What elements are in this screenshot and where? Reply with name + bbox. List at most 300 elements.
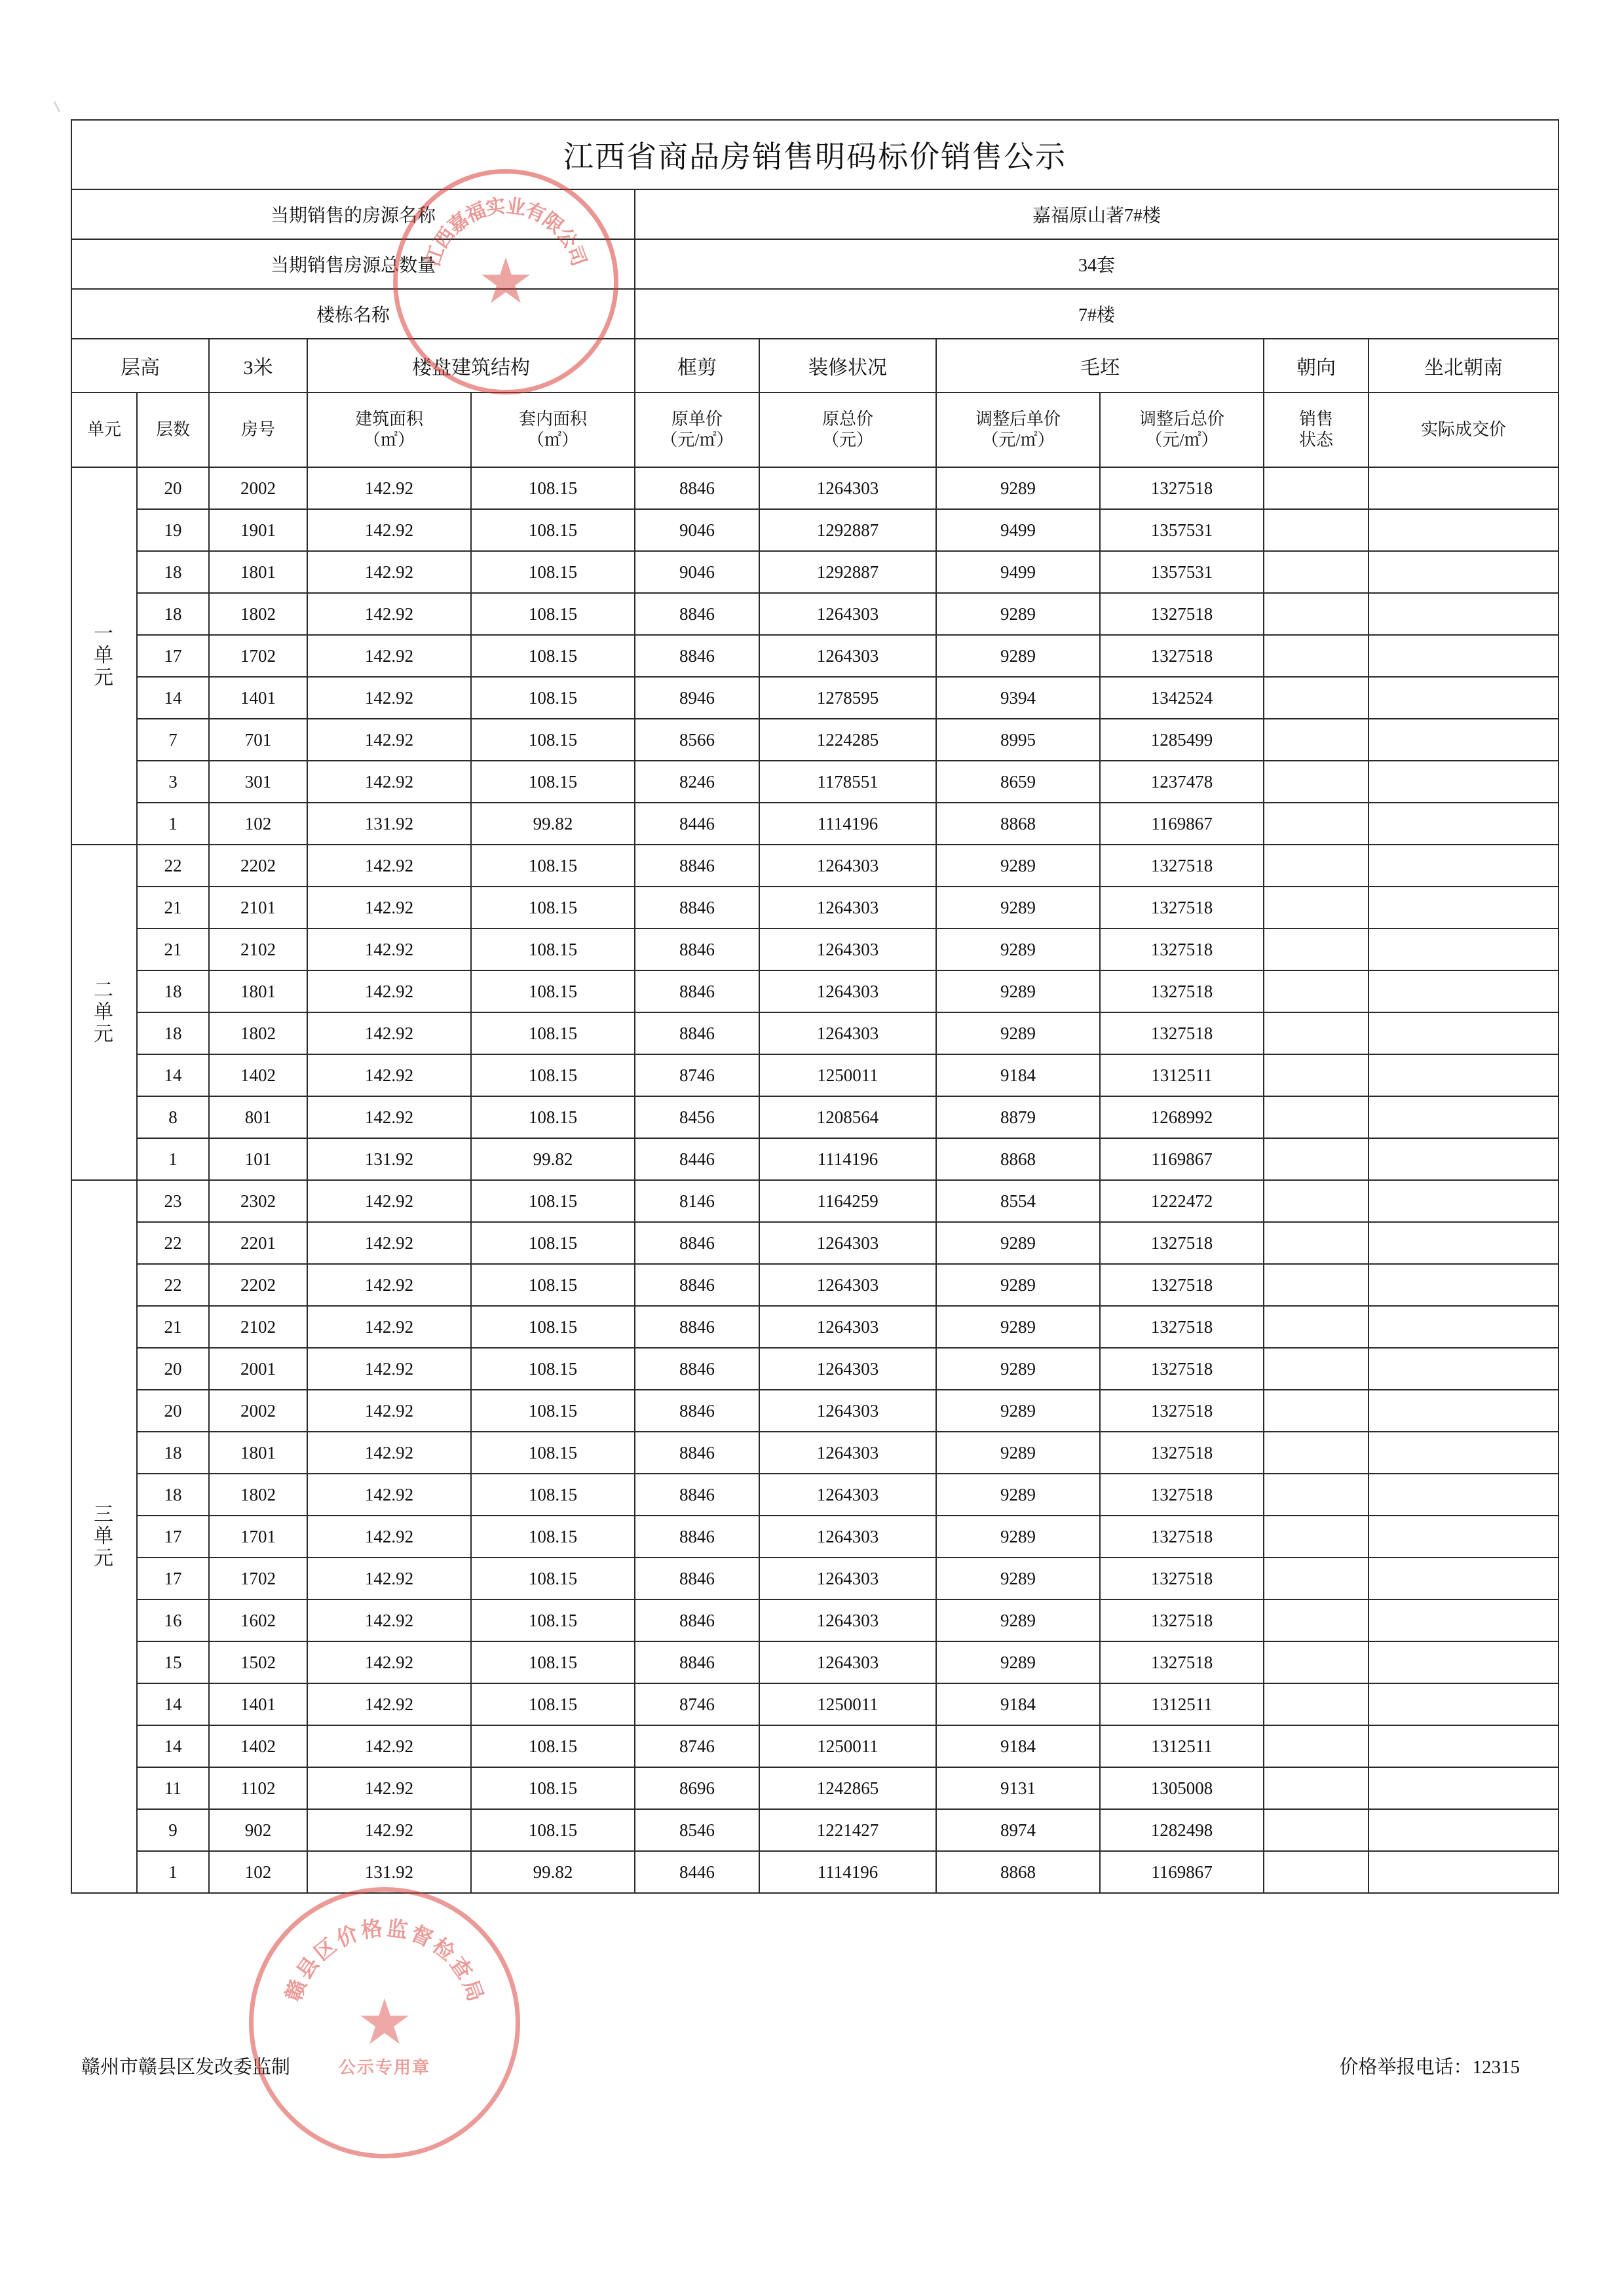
cell-room: 102 [209,1851,307,1893]
cell-room: 1701 [209,1516,307,1558]
cell-orig-unit-price: 8746 [635,1725,759,1767]
cell-inner-area: 108.15 [471,467,635,509]
cell-floor: 17 [137,1558,209,1599]
cell-build-area: 142.92 [307,1432,471,1474]
cell-adj-unit-price: 9289 [936,887,1100,928]
cell-floor: 1 [137,1851,209,1893]
table-row [71,1222,1558,1264]
table-header-row [71,392,1558,467]
cell-room: 2201 [209,1222,307,1264]
cell-adj-unit-price: 9184 [936,1054,1100,1096]
cell-room: 1802 [209,1474,307,1516]
cell-sale-status [1264,1012,1369,1054]
column-header-floor [137,392,209,467]
cell-sale-status [1264,719,1369,761]
table-row [71,1012,1558,1054]
cell-actual-price [1369,1306,1558,1348]
cell-room: 1801 [209,1432,307,1474]
cell-orig-unit-price: 8846 [635,1012,759,1054]
cell-orig-total-price: 1264303 [759,1306,936,1348]
cell-orig-unit-price: 8846 [635,845,759,887]
cell-room: 1602 [209,1599,307,1641]
cell-adj-total-price: 1312511 [1100,1054,1264,1096]
cell-actual-price [1369,1599,1558,1641]
cell-inner-area: 99.82 [471,1138,635,1180]
cell-inner-area: 108.15 [471,1474,635,1516]
column-header-adj-total-price [1100,392,1264,467]
cell-build-area: 142.92 [307,635,471,677]
cell-sale-status [1264,1054,1369,1096]
column-header-orig-total-price-line1: 原总价 [821,409,873,429]
cell-orig-total-price: 1250011 [759,1054,936,1096]
column-header-orig-unit-price-line2: （元/㎡） [660,430,734,450]
cell-inner-area: 108.15 [471,1096,635,1138]
cell-orig-total-price: 1264303 [759,635,936,677]
column-header-inner-area-line1: 套内面积 [518,409,587,429]
table-row [71,1432,1558,1474]
cell-inner-area: 108.15 [471,1390,635,1432]
cell-orig-unit-price: 8846 [635,1474,759,1516]
unit-label-3: 三单元 [71,1180,137,1893]
cell-inner-area: 108.15 [471,1264,635,1306]
table-row [71,593,1558,635]
cell-orig-unit-price: 8846 [635,593,759,635]
cell-build-area: 142.92 [307,1725,471,1767]
cell-adj-total-price: 1327518 [1100,1390,1264,1432]
cell-orig-total-price: 1264303 [759,845,936,887]
cell-inner-area: 108.15 [471,1432,635,1474]
cell-sale-status [1264,1264,1369,1306]
cell-orig-unit-price: 8846 [635,635,759,677]
cell-actual-price [1369,1222,1558,1264]
cell-actual-price [1369,1180,1558,1222]
cell-adj-total-price: 1327518 [1100,467,1264,509]
column-header-build-area [307,392,471,467]
cell-orig-total-price: 1264303 [759,1012,936,1054]
cell-actual-price [1369,593,1558,635]
cell-floor: 14 [137,1054,209,1096]
cell-orig-unit-price: 8846 [635,1516,759,1558]
spec-value-orientation: 坐北朝南 [1369,339,1558,392]
cell-orig-total-price: 1264303 [759,887,936,928]
cell-orig-total-price: 1264303 [759,1390,936,1432]
price-bureau-seal-mid-text: 公示专用章 [338,2058,430,2077]
cell-orig-unit-price: 8696 [635,1767,759,1809]
cell-orig-total-price: 1264303 [759,1348,936,1390]
cell-sale-status [1264,1599,1369,1641]
cell-adj-unit-price: 9289 [936,1474,1100,1516]
cell-room: 1801 [209,970,307,1012]
cell-sale-status [1264,761,1369,803]
cell-build-area: 142.92 [307,677,471,719]
cell-adj-unit-price: 8554 [936,1180,1100,1222]
cell-adj-unit-price: 9184 [936,1683,1100,1725]
cell-adj-total-price: 1327518 [1100,1012,1264,1054]
cell-adj-total-price: 1327518 [1100,928,1264,970]
spec-value-structure: 框剪 [635,339,759,392]
table-row [71,1096,1558,1138]
info-label-building-name: 楼栋名称 [71,289,635,339]
cell-adj-unit-price: 8868 [936,803,1100,845]
spec-label-decoration: 装修状况 [759,339,936,392]
cell-adj-total-price: 1327518 [1100,1348,1264,1390]
cell-adj-unit-price: 9289 [936,1348,1100,1390]
cell-orig-unit-price: 8746 [635,1683,759,1725]
cell-room: 2002 [209,467,307,509]
cell-sale-status [1264,1096,1369,1138]
cell-adj-total-price: 1327518 [1100,887,1264,928]
cell-room: 102 [209,803,307,845]
unit-label-2: 二单元 [71,845,137,1180]
cell-inner-area: 108.15 [471,1683,635,1725]
cell-adj-unit-price: 8974 [936,1809,1100,1851]
cell-build-area: 131.92 [307,803,471,845]
cell-adj-total-price: 1169867 [1100,1138,1264,1180]
cell-adj-unit-price: 9289 [936,635,1100,677]
cell-adj-total-price: 1357531 [1100,551,1264,593]
cell-inner-area: 108.15 [471,1516,635,1558]
cell-orig-total-price: 1264303 [759,1432,936,1474]
cell-inner-area: 108.15 [471,1599,635,1641]
cell-sale-status [1264,928,1369,970]
table-row [71,887,1558,928]
cell-orig-total-price: 1114196 [759,803,936,845]
table-row [71,467,1558,509]
cell-adj-total-price: 1327518 [1100,635,1264,677]
table-row [71,1558,1558,1599]
cell-actual-price [1369,1474,1558,1516]
cell-adj-total-price: 1327518 [1100,970,1264,1012]
cell-adj-unit-price: 9289 [936,1012,1100,1054]
cell-room: 1802 [209,1012,307,1054]
cell-orig-unit-price: 8446 [635,1138,759,1180]
cell-sale-status [1264,1767,1369,1809]
table-row [71,719,1558,761]
cell-floor: 21 [137,1306,209,1348]
cell-adj-unit-price: 9499 [936,509,1100,551]
cell-actual-price [1369,635,1558,677]
cell-actual-price [1369,1054,1558,1096]
company-seal-arc-text: 江 西 嘉 福 实 业 有 限 公 司 [421,195,590,269]
cell-adj-total-price: 1169867 [1100,803,1264,845]
cell-orig-total-price: 1264303 [759,593,936,635]
cell-build-area: 142.92 [307,1306,471,1348]
cell-orig-unit-price: 8456 [635,1096,759,1138]
column-header-room [209,392,307,467]
column-header-orig-total-price [759,392,936,467]
cell-adj-total-price: 1222472 [1100,1180,1264,1222]
column-header-unit-line1: 单元 [86,419,121,439]
cell-inner-area: 99.82 [471,803,635,845]
cell-build-area: 142.92 [307,887,471,928]
cell-orig-unit-price: 8566 [635,719,759,761]
table-row [71,1264,1558,1306]
cell-orig-unit-price: 8446 [635,803,759,845]
cell-build-area: 142.92 [307,1809,471,1851]
cell-floor: 9 [137,1809,209,1851]
cell-floor: 7 [137,719,209,761]
cell-adj-unit-price: 8879 [936,1096,1100,1138]
column-header-actual-price [1369,392,1558,467]
cell-room: 1502 [209,1641,307,1683]
cell-sale-status [1264,1725,1369,1767]
cell-floor: 8 [137,1096,209,1138]
cell-actual-price [1369,1012,1558,1054]
table-row [71,1348,1558,1390]
cell-room: 2302 [209,1180,307,1222]
cell-adj-unit-price: 9289 [936,845,1100,887]
cell-actual-price [1369,1264,1558,1306]
cell-inner-area: 108.15 [471,593,635,635]
cell-inner-area: 108.15 [471,1348,635,1390]
table-row [71,803,1558,845]
cell-adj-total-price: 1327518 [1100,1432,1264,1474]
table-row [71,1306,1558,1348]
cell-adj-total-price: 1327518 [1100,1516,1264,1558]
table-row [71,928,1558,970]
cell-floor: 1 [137,803,209,845]
cell-sale-status [1264,677,1369,719]
table-row [71,1054,1558,1096]
cell-orig-total-price: 1292887 [759,551,936,593]
cell-build-area: 142.92 [307,970,471,1012]
cell-actual-price [1369,719,1558,761]
cell-sale-status [1264,1516,1369,1558]
table-row [71,1180,1558,1222]
cell-adj-unit-price: 8868 [936,1851,1100,1893]
cell-orig-total-price: 1250011 [759,1725,936,1767]
cell-adj-unit-price: 9289 [936,1599,1100,1641]
cell-actual-price [1369,1851,1558,1893]
cell-actual-price [1369,1725,1558,1767]
cell-build-area: 142.92 [307,1767,471,1809]
cell-build-area: 142.92 [307,1516,471,1558]
cell-build-area: 142.92 [307,1683,471,1725]
cell-floor: 20 [137,1390,209,1432]
cell-orig-total-price: 1178551 [759,761,936,803]
cell-sale-status [1264,1180,1369,1222]
cell-orig-unit-price: 8846 [635,928,759,970]
cell-orig-unit-price: 8746 [635,1054,759,1096]
cell-actual-price [1369,1390,1558,1432]
cell-adj-unit-price: 9289 [936,1641,1100,1683]
cell-sale-status [1264,1348,1369,1390]
column-header-sale-status-line2: 状态 [1298,430,1333,450]
cell-room: 2102 [209,1306,307,1348]
cell-orig-total-price: 1264303 [759,1222,936,1264]
cell-adj-unit-price: 9184 [936,1725,1100,1767]
cell-inner-area: 108.15 [471,1222,635,1264]
cell-sale-status [1264,551,1369,593]
cell-actual-price [1369,761,1558,803]
cell-adj-total-price: 1327518 [1100,1558,1264,1599]
cell-sale-status [1264,803,1369,845]
cell-floor: 15 [137,1641,209,1683]
table-row [71,509,1558,551]
cell-floor: 22 [137,1222,209,1264]
cell-orig-total-price: 1264303 [759,1264,936,1306]
cell-build-area: 142.92 [307,1180,471,1222]
cell-build-area: 142.92 [307,1348,471,1390]
table-row [71,1725,1558,1767]
cell-inner-area: 108.15 [471,1641,635,1683]
cell-floor: 17 [137,1516,209,1558]
table-row [71,1138,1558,1180]
cell-orig-total-price: 1292887 [759,509,936,551]
cell-build-area: 142.92 [307,928,471,970]
cell-room: 1901 [209,509,307,551]
cell-room: 1401 [209,677,307,719]
cell-build-area: 142.92 [307,845,471,887]
cell-room: 1402 [209,1725,307,1767]
cell-room: 2001 [209,1348,307,1390]
cell-sale-status [1264,1138,1369,1180]
cell-sale-status [1264,1390,1369,1432]
cell-room: 2002 [209,1390,307,1432]
cell-orig-total-price: 1224285 [759,719,936,761]
cell-orig-total-price: 1164259 [759,1180,936,1222]
cell-orig-unit-price: 8846 [635,1306,759,1348]
cell-adj-total-price: 1282498 [1100,1809,1264,1851]
cell-adj-unit-price: 8995 [936,719,1100,761]
cell-inner-area: 99.82 [471,1851,635,1893]
cell-floor: 17 [137,635,209,677]
price-bureau-seal-arc-text: 赣 县 区 价 格 监 督 检 查 局 [281,1916,488,2004]
cell-room: 2102 [209,928,307,970]
cell-actual-price [1369,1432,1558,1474]
column-header-unit [71,392,137,467]
cell-inner-area: 108.15 [471,551,635,593]
cell-actual-price [1369,803,1558,845]
info-value-building-name: 7#楼 [635,289,1558,339]
cell-adj-total-price: 1285499 [1100,719,1264,761]
cell-orig-unit-price: 8846 [635,887,759,928]
cell-actual-price [1369,1809,1558,1851]
cell-adj-unit-price: 9289 [936,1516,1100,1558]
cell-sale-status [1264,1558,1369,1599]
cell-actual-price [1369,1138,1558,1180]
cell-build-area: 142.92 [307,551,471,593]
cell-room: 1102 [209,1767,307,1809]
cell-inner-area: 108.15 [471,677,635,719]
cell-inner-area: 108.15 [471,845,635,887]
cell-actual-price [1369,1683,1558,1725]
spec-value-floor-height: 3米 [209,339,307,392]
cell-adj-unit-price: 9289 [936,1264,1100,1306]
cell-orig-total-price: 1114196 [759,1138,936,1180]
price-disclosure-sheet [71,119,1558,1894]
column-header-orig-total-price-line2: （元） [821,430,873,450]
cell-room: 1802 [209,593,307,635]
cell-build-area: 142.92 [307,593,471,635]
cell-adj-unit-price: 9289 [936,467,1100,509]
cell-orig-total-price: 1264303 [759,1474,936,1516]
page-title: 江西省商品房销售明码标价销售公示 [71,120,1558,189]
cell-build-area: 142.92 [307,1558,471,1599]
cell-actual-price [1369,509,1558,551]
scan-artifact [53,93,75,113]
cell-inner-area: 108.15 [471,761,635,803]
cell-orig-unit-price: 8846 [635,1348,759,1390]
cell-actual-price [1369,1516,1558,1558]
cell-orig-unit-price: 8446 [635,1851,759,1893]
cell-adj-total-price: 1327518 [1100,1264,1264,1306]
footer-hotline: 价格举报电话：12315 [1339,2057,1520,2078]
column-header-inner-area-line2: （㎡） [527,430,578,450]
cell-adj-unit-price: 8868 [936,1138,1100,1180]
cell-floor: 14 [137,1725,209,1767]
cell-sale-status [1264,1809,1369,1851]
column-header-adj-unit-price [936,392,1100,467]
cell-actual-price [1369,970,1558,1012]
cell-build-area: 142.92 [307,1054,471,1096]
table-row [71,1516,1558,1558]
info-value-house-name: 嘉福原山著7#楼 [635,189,1558,239]
seal-star-icon: ★ [356,1987,413,2057]
cell-floor: 20 [137,1348,209,1390]
cell-floor: 18 [137,970,209,1012]
cell-build-area: 142.92 [307,1012,471,1054]
cell-actual-price [1369,1641,1558,1683]
cell-actual-price [1369,467,1558,509]
cell-orig-unit-price: 8146 [635,1180,759,1222]
cell-floor: 11 [137,1767,209,1809]
column-header-adj-unit-price-line2: （元/㎡） [981,430,1055,450]
cell-adj-unit-price: 9289 [936,1306,1100,1348]
cell-floor: 22 [137,845,209,887]
table-row [71,1474,1558,1516]
cell-room: 301 [209,761,307,803]
spec-value-decoration: 毛坯 [936,339,1264,392]
cell-inner-area: 108.15 [471,719,635,761]
cell-room: 1702 [209,1558,307,1599]
cell-adj-total-price: 1327518 [1100,1222,1264,1264]
cell-sale-status [1264,1851,1369,1893]
cell-sale-status [1264,970,1369,1012]
spec-label-orientation: 朝向 [1264,339,1369,392]
cell-adj-unit-price: 9289 [936,1432,1100,1474]
cell-inner-area: 108.15 [471,635,635,677]
cell-adj-unit-price: 9289 [936,970,1100,1012]
cell-sale-status [1264,887,1369,928]
cell-build-area: 142.92 [307,1096,471,1138]
table-row [71,761,1558,803]
cell-sale-status [1264,1641,1369,1683]
cell-floor: 23 [137,1180,209,1222]
cell-floor: 18 [137,1012,209,1054]
cell-orig-unit-price: 8546 [635,1809,759,1851]
cell-orig-unit-price: 8246 [635,761,759,803]
cell-build-area: 142.92 [307,1222,471,1264]
cell-adj-unit-price: 9289 [936,1558,1100,1599]
cell-orig-total-price: 1264303 [759,1558,936,1599]
cell-orig-total-price: 1264303 [759,467,936,509]
cell-floor: 18 [137,551,209,593]
cell-inner-area: 108.15 [471,1180,635,1222]
cell-actual-price [1369,1348,1558,1390]
cell-orig-total-price: 1278595 [759,677,936,719]
column-header-orig-unit-price [635,392,759,467]
unit-label-1: 一单元 [71,467,137,845]
table-row [71,845,1558,887]
cell-sale-status [1264,509,1369,551]
column-header-room-line1: 房号 [240,419,275,439]
cell-inner-area: 108.15 [471,970,635,1012]
cell-orig-unit-price: 9046 [635,509,759,551]
cell-adj-unit-price: 9394 [936,677,1100,719]
cell-sale-status [1264,1306,1369,1348]
cell-sale-status [1264,1683,1369,1725]
